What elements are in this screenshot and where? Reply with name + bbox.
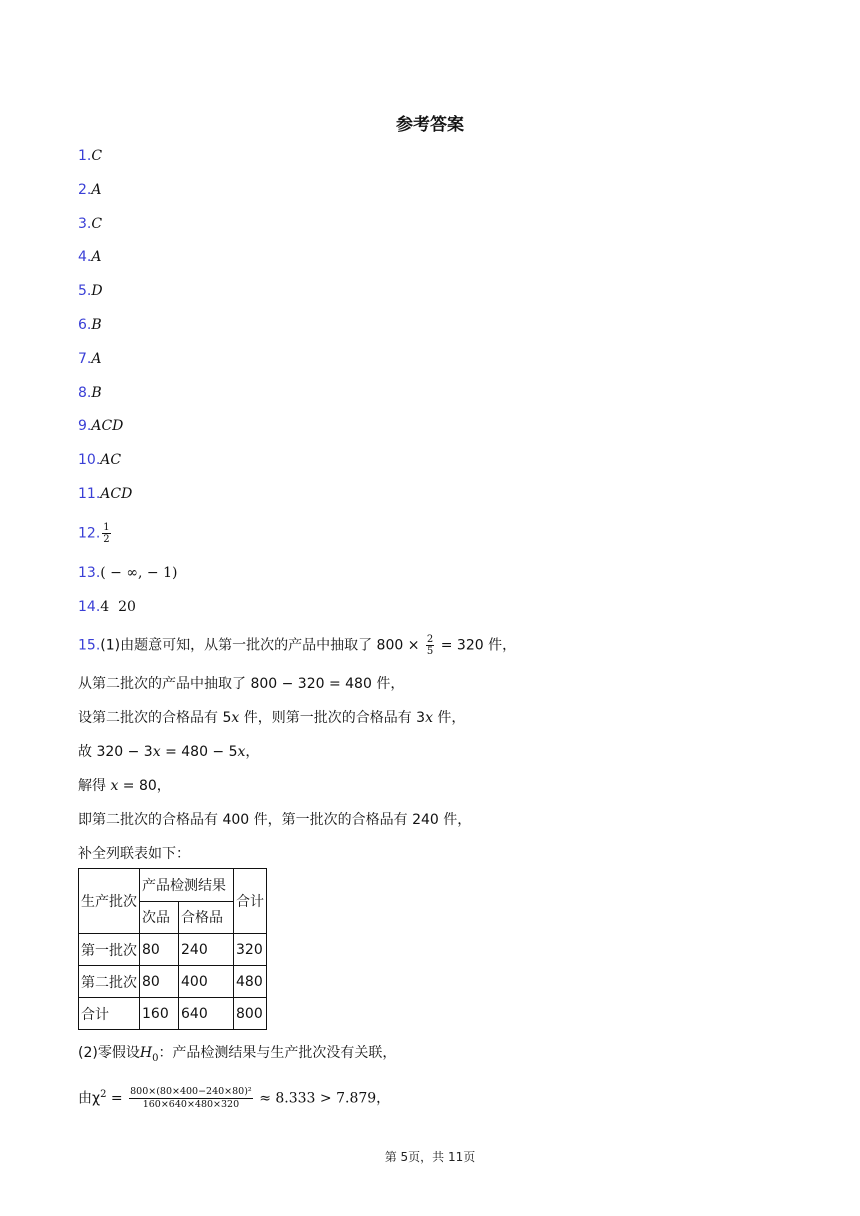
answer-text: AC	[100, 452, 122, 468]
solution-line-4	[78, 741, 259, 763]
variable-x: x	[425, 710, 433, 726]
solution-line-9	[78, 1084, 391, 1111]
solution-text: 件，则第一批次的合格品有 3	[239, 710, 426, 726]
answer-11	[78, 483, 132, 505]
answer-10	[78, 449, 121, 471]
solution-text: = 80，	[118, 778, 171, 794]
fraction-numerator: 1	[103, 522, 110, 533]
answer-number: 6.	[78, 317, 92, 333]
answer-text: A	[91, 182, 102, 198]
solution-text: ≈ 8.333 > 7.879，	[254, 1090, 391, 1107]
row-label: 合计	[79, 998, 140, 1030]
header-batch: 生产批次	[79, 869, 140, 934]
answer-number: 4.	[78, 249, 92, 265]
answer-number: 13.	[78, 565, 101, 581]
fraction-numerator: 2	[426, 634, 434, 645]
answer-4	[78, 246, 101, 268]
answer-number: 5.	[78, 283, 92, 299]
cell-qualified: 640	[179, 998, 234, 1030]
fraction-denominator: 5	[426, 646, 434, 657]
solution-line-1	[78, 634, 516, 656]
row-label: 第一批次	[79, 934, 140, 966]
solution-text: 故 320 − 3	[78, 744, 153, 760]
answer-6	[78, 314, 102, 336]
answer-number: 1.	[78, 148, 92, 164]
solution-fraction	[426, 634, 434, 657]
fraction-denominator: 2	[103, 534, 110, 545]
cell-defective: 80	[140, 934, 179, 966]
variable-x: x	[152, 744, 161, 760]
answer-1	[78, 145, 102, 167]
table-header-row	[79, 869, 267, 902]
hypothesis-subscript: 0	[152, 1052, 159, 1064]
answer-14	[78, 596, 136, 618]
contingency-table	[78, 868, 267, 1030]
cell-defective: 80	[140, 966, 179, 998]
cell-defective: 160	[140, 998, 179, 1030]
answer-text: ACD	[91, 418, 124, 434]
answer-text: 4 20	[100, 599, 136, 615]
page-title: 参考答案	[396, 115, 464, 135]
answer-12	[78, 522, 113, 544]
answer-number: 2.	[78, 182, 92, 198]
answer-number: 14.	[78, 599, 101, 615]
answer-text: D	[91, 283, 103, 299]
solution-text: 设第二批次的合格品有 5	[78, 710, 232, 726]
chi-square-fraction	[129, 1086, 253, 1111]
answer-text: ( − ∞, − 1)	[100, 565, 178, 581]
solution-text: = 480 − 5	[160, 744, 238, 760]
solution-text: =	[106, 1090, 128, 1107]
solution-line-3	[78, 707, 465, 729]
answer-number: 8.	[78, 385, 92, 401]
solution-line-6: 即第二批次的合格品有 400 件，第一批次的合格品有 240 件，	[78, 812, 472, 828]
answer-number: 10.	[78, 452, 101, 468]
solution-line-5	[78, 775, 171, 797]
solution-text: (2)零假设	[78, 1045, 140, 1061]
answer-2	[78, 179, 101, 201]
cell-qualified: 240	[179, 934, 234, 966]
hypothesis-symbol: H	[139, 1045, 153, 1061]
answer-5	[78, 280, 103, 302]
cell-total: 320	[234, 934, 267, 966]
solution-line-8	[78, 1042, 396, 1064]
cell-qualified: 400	[179, 966, 234, 998]
table-row	[79, 966, 267, 998]
header-result: 产品检测结果	[140, 869, 234, 902]
chi-superscript: 2	[100, 1089, 107, 1100]
answer-text: C	[91, 148, 103, 164]
fraction-denominator: 160×640×480×320	[142, 1099, 240, 1111]
solution-text: 解得	[78, 778, 111, 794]
row-label: 第二批次	[79, 966, 140, 998]
answer-7	[78, 348, 101, 370]
solution-text: 由χ	[78, 1090, 101, 1107]
solution-text: = 320 件，	[436, 637, 517, 654]
header-total: 合计	[234, 869, 267, 934]
subheader-qualified: 合格品	[179, 901, 234, 934]
subheader-defective: 次品	[140, 901, 179, 934]
answer-text: C	[91, 216, 103, 232]
answer-text: B	[91, 385, 102, 401]
table-row	[79, 998, 267, 1030]
answer-9	[78, 415, 123, 437]
answer-number: 15.	[78, 637, 101, 654]
cell-total: 800	[234, 998, 267, 1030]
answer-fraction	[102, 522, 110, 545]
answer-text: ACD	[100, 486, 133, 502]
solution-text: 件，	[432, 710, 466, 726]
answer-number: 3.	[78, 216, 92, 232]
answer-text: B	[91, 317, 102, 333]
answer-text: A	[91, 249, 102, 265]
solution-text: (1)由题意可知，从第一批次的产品中抽取了 800 ×	[100, 637, 424, 654]
answer-8	[78, 382, 102, 404]
fraction-numerator: 800×(80×400−240×80)²	[130, 1086, 252, 1098]
table-row	[79, 934, 267, 966]
answer-13	[78, 562, 177, 584]
solution-line-2: 从第二批次的产品中抽取了 800 − 320 = 480 件，	[78, 676, 405, 692]
cell-total: 480	[234, 966, 267, 998]
answer-number: 9.	[78, 418, 92, 434]
variable-x: x	[231, 710, 240, 726]
solution-line-7: 补全列联表如下：	[78, 846, 190, 862]
answer-number: 12.	[78, 525, 101, 542]
solution-text: ，	[245, 744, 260, 760]
variable-x: x	[110, 778, 119, 794]
answer-3	[78, 213, 102, 235]
solution-text: ：产品检测结果与生产批次没有关联，	[158, 1045, 397, 1061]
page-footer: 第 5页，共 11页	[384, 1150, 476, 1164]
variable-x: x	[237, 744, 246, 760]
answer-text: A	[91, 351, 102, 367]
answer-number: 11.	[78, 486, 101, 502]
answer-number: 7.	[78, 351, 92, 367]
